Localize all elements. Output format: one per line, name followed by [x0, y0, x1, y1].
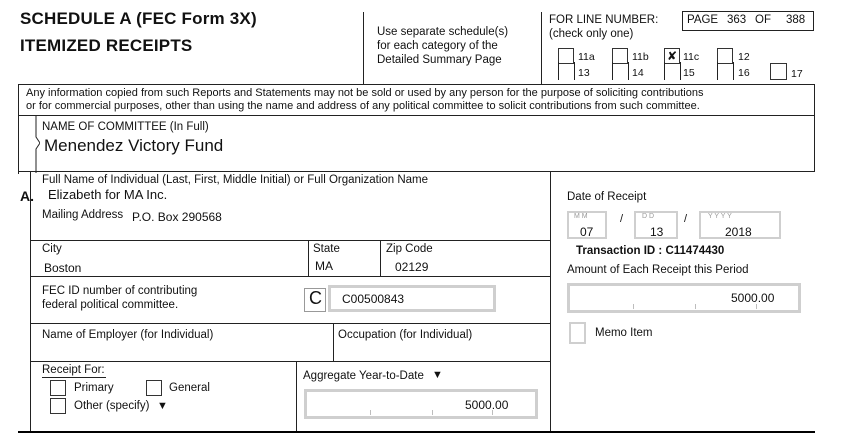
page-total: 388	[786, 14, 806, 26]
date-month-placeholder: M M	[574, 213, 588, 220]
committee-bottom-rule	[18, 171, 815, 172]
aggregate-arrow: ▼	[432, 369, 443, 381]
committee-right-edge	[814, 84, 815, 172]
fec-id-prefix: C	[309, 288, 322, 308]
line-number-label: FOR LINE NUMBER:	[549, 14, 659, 26]
date-day-placeholder: D D	[642, 213, 655, 220]
receipt-for-label: Receipt For:	[42, 364, 105, 376]
notice-line2: or for commercial purposes, other than using the name and address of any political committee to solicit contributions from such committee.	[26, 100, 700, 112]
full-name-value: Elizabeth for MA Inc.	[48, 187, 168, 202]
other-dropdown-arrow[interactable]: ▼	[157, 400, 168, 412]
line-13-tick	[558, 62, 559, 80]
check-only-one: (check only one)	[549, 28, 634, 40]
line-16-tick-right	[733, 62, 734, 80]
instructions-line1: Use separate schedule(s)	[377, 26, 509, 38]
notice-top-rule	[18, 84, 815, 85]
fec-id-label-line1: FEC ID number of contributing	[42, 285, 198, 297]
employer-row-bottom-rule	[30, 361, 550, 362]
date-separator-1: /	[620, 213, 624, 225]
line-16-tick	[717, 62, 718, 80]
primary-label: Primary	[74, 382, 114, 394]
amount-tick	[695, 304, 696, 309]
aggregate-tick	[432, 410, 433, 415]
entry-left-edge	[30, 171, 31, 433]
line-11a-label: 11a	[578, 51, 595, 63]
transaction-id: Transaction ID : C11474430	[576, 245, 725, 257]
state-label: State	[313, 243, 340, 255]
primary-checkbox[interactable]	[50, 380, 66, 396]
line-11a-checkbox[interactable]	[558, 48, 574, 64]
fec-id-label-line2: federal political committee.	[42, 299, 179, 311]
date-separator-2: /	[684, 213, 688, 225]
committee-name: Menendez Victory Fund	[44, 136, 224, 155]
line-16-label: 16	[738, 67, 750, 79]
fec-id-value: C00500843	[342, 292, 405, 306]
line-17-label: 17	[791, 68, 803, 80]
date-of-receipt-label: Date of Receipt	[567, 191, 647, 203]
aggregate-divider	[296, 361, 297, 433]
line-14-tick	[612, 62, 613, 80]
header-divider-left	[363, 12, 364, 84]
line-15-label: 15	[683, 67, 695, 79]
amount-tick	[633, 304, 634, 309]
line-11c-checkbox[interactable]: ✘	[664, 48, 680, 64]
schedule-title: SCHEDULE A (FEC Form 3X)	[20, 9, 257, 28]
line-11b-label: 11b	[632, 51, 649, 63]
aggregate-value: 5000.00	[465, 398, 509, 412]
line-15-tick-right	[680, 62, 681, 80]
entry-bottom-rule	[18, 431, 815, 433]
line-17-checkbox[interactable]	[770, 63, 787, 80]
amount-value: 5000.00	[731, 291, 775, 305]
city-label: City	[42, 243, 62, 255]
notice-line1: Any information copied from such Reports and Statements may not be sold or used by any person for the purpose of soliciting contributions	[26, 87, 704, 99]
entry-center-divider	[550, 171, 551, 433]
line-11b-checkbox[interactable]	[612, 48, 628, 64]
page-of: OF	[755, 14, 771, 26]
line-15-tick	[664, 62, 665, 80]
general-checkbox[interactable]	[146, 380, 162, 396]
aggregate-label: Aggregate Year-to-Date	[303, 370, 424, 382]
mailing-address-value: P.O. Box 290568	[132, 210, 222, 224]
receipt-for-underline	[42, 377, 106, 378]
general-label: General	[169, 382, 210, 394]
amount-label: Amount of Each Receipt this Period	[567, 264, 749, 276]
zip-divider	[380, 240, 381, 276]
memo-item-checkbox[interactable]	[569, 322, 586, 344]
instructions-line2: for each category of the	[377, 40, 498, 52]
line-12-checkbox[interactable]	[717, 48, 733, 64]
other-checkbox[interactable]	[50, 398, 66, 414]
line-12-label: 12	[738, 51, 750, 63]
date-month-value: 07	[580, 225, 594, 239]
city-value: Boston	[44, 261, 82, 275]
city-row-bottom-rule	[30, 276, 550, 277]
memo-item-label: Memo Item	[595, 327, 653, 339]
mailing-address-label: Mailing Address	[42, 209, 124, 221]
line-14-label: 14	[632, 67, 644, 79]
occupation-label: Occupation (for Individual)	[338, 329, 473, 341]
date-day-value: 13	[650, 225, 664, 239]
instructions-line3: Detailed Summary Page	[377, 54, 502, 66]
line-11c-label: 11c	[683, 51, 700, 63]
schedule-subtitle: ITEMIZED RECEIPTS	[20, 36, 193, 55]
occupation-divider	[333, 323, 334, 361]
committee-label: NAME OF COMMITTEE (In Full)	[42, 121, 209, 133]
committee-bracket	[18, 115, 40, 173]
state-divider	[308, 240, 309, 276]
city-row-top-rule	[30, 240, 550, 241]
line-14-tick-right	[628, 62, 629, 80]
employer-row-top-rule	[30, 323, 550, 324]
zip-label: Zip Code	[386, 243, 433, 255]
date-year-placeholder: Y Y Y Y	[708, 213, 732, 220]
employer-label: Name of Employer (for Individual)	[42, 329, 214, 341]
line-13-tick-right	[574, 62, 575, 80]
notice-bottom-rule	[18, 115, 815, 116]
entry-letter: A.	[20, 188, 34, 204]
aggregate-tick	[370, 410, 371, 415]
zip-value: 02129	[395, 260, 429, 274]
state-value: MA	[315, 259, 333, 273]
page-label: PAGE	[687, 14, 719, 26]
other-label: Other (specify)	[74, 400, 150, 412]
line-13-label: 13	[578, 67, 590, 79]
date-year-value: 2018	[725, 225, 752, 239]
page-current: 363	[727, 14, 747, 26]
full-name-label: Full Name of Individual (Last, First, Middle Initial) or Full Organization Name	[42, 174, 429, 186]
header-divider-right	[541, 12, 542, 84]
